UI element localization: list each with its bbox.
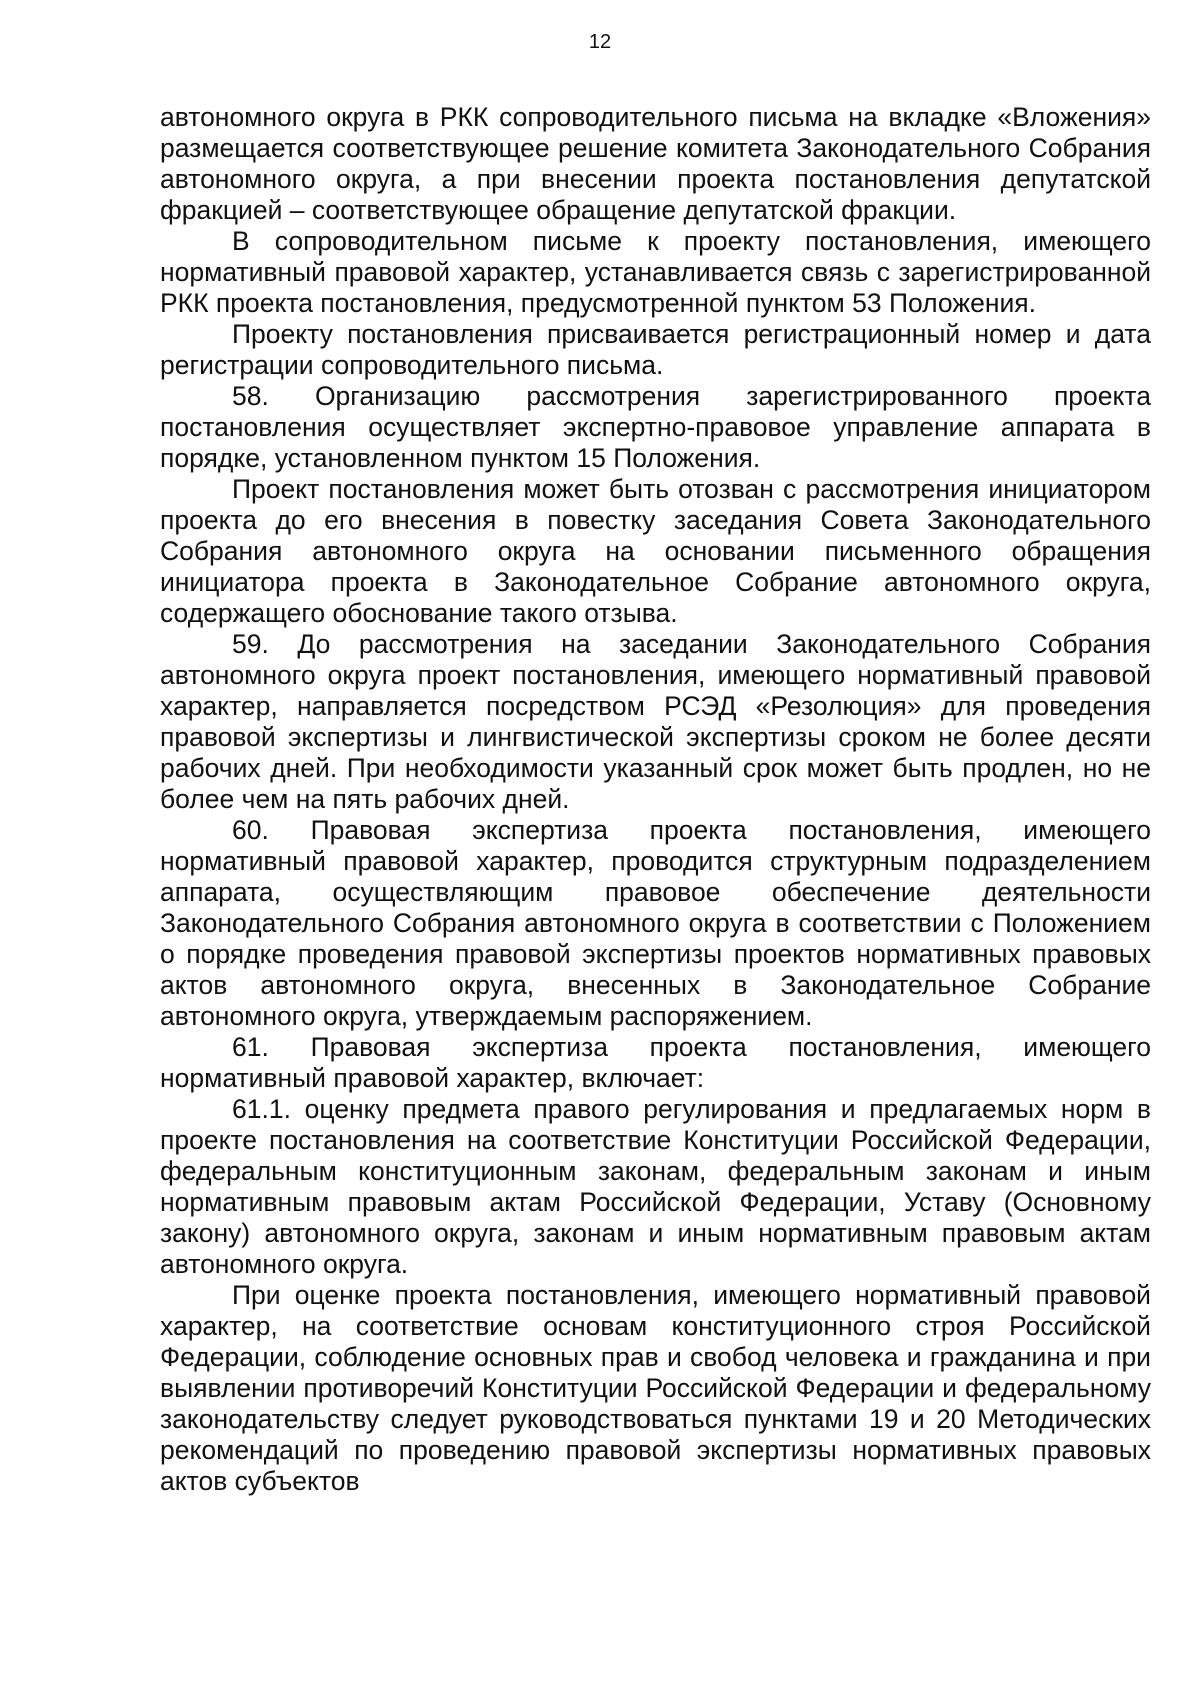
paragraph-continuation: автономного округа в РКК сопроводительного письма на вкладке «Вложения» размещается соответствующее решение комитета Законодательного Собрания автономного округа, а при внесении проекта постановления депутатской фракцией – соответствующее обращение депутатской фракции. bbox=[160, 102, 1151, 225]
document-body bbox=[160, 102, 1151, 1497]
paragraph-registration-number: Проекту постановления присваивается регистрационный номер и дата регистрации сопроводительного письма. bbox=[160, 319, 1151, 380]
clause-58: 58. Организацию рассмотрения зарегистрированного проекта постановления осуществляет экспертно-правовое управление аппарата в порядке, установленном пунктом 15 Положения. bbox=[160, 381, 1151, 473]
page-number: 12 bbox=[588, 31, 612, 53]
paragraph-cover-letter-link: В сопроводительном письме к проекту постановления, имеющего нормативный правовой характер, устанавливается связь с зарегистрированной РКК проекта постановления, предусмотренной пунктом 53 Положения. bbox=[160, 226, 1151, 318]
clause-59: 59. До рассмотрения на заседании Законодательного Собрания автономного округа проект постановления, имеющего нормативный правовой характер, направляется посредством РСЭД «Резолюция» для проведения правовой экспертизы и лингвистической экспертизы сроком не более десяти рабочих дней. При необходимости указанный срок может быть продлен, но не более чем на пять рабочих дней. bbox=[160, 629, 1151, 814]
clause-60: 60. Правовая экспертиза проекта постановления, имеющего нормативный правовой характер, проводится структурным подразделением аппарата, осуществляющим правовое обеспечение деятельности Законодательного Собрания автономного округа в соответствии с Положением о порядке проведения правовой экспертизы проектов нормативных правовых актов автономного округа, внесенных в Законодательное Собрание автономного округа, утверждаемым распоряжением. bbox=[160, 815, 1151, 1031]
paragraph-withdrawal: Проект постановления может быть отозван с рассмотрения инициатором проекта до его внесения в повестку заседания Совета Законодательного Собрания автономного округа на основании письменного обращения инициатора проекта в Законодательное Собрание автономного округа, содержащего обоснование такого отзыва. bbox=[160, 474, 1151, 628]
clause-61: 61. Правовая экспертиза проекта постановления, имеющего нормативный правовой характер, включает: bbox=[160, 1032, 1151, 1093]
paragraph-constitutional-assessment: При оценке проекта постановления, имеющего нормативный правовой характер, на соответствие основам конституционного строя Российской Федерации, соблюдение основных прав и свобод человека и гражданина и при выявлении противоречий Конституции Российской Федерации и федеральному законодательству следует руководствоваться пунктами 19 и 20 Методических рекомендаций по проведению правовой экспертизы нормативных правовых актов субъектов bbox=[160, 1280, 1151, 1496]
clause-61-1: 61.1. оценку предмета правого регулирования и предлагаемых норм в проекте постановления на соответствие Конституции Российской Федерации, федеральным конституционным законам, федеральным законам и иным нормативным правовым актам Российской Федерации, Уставу (Основному закону) автономного округа, законам и иным нормативным правовым актам автономного округа. bbox=[160, 1094, 1151, 1279]
